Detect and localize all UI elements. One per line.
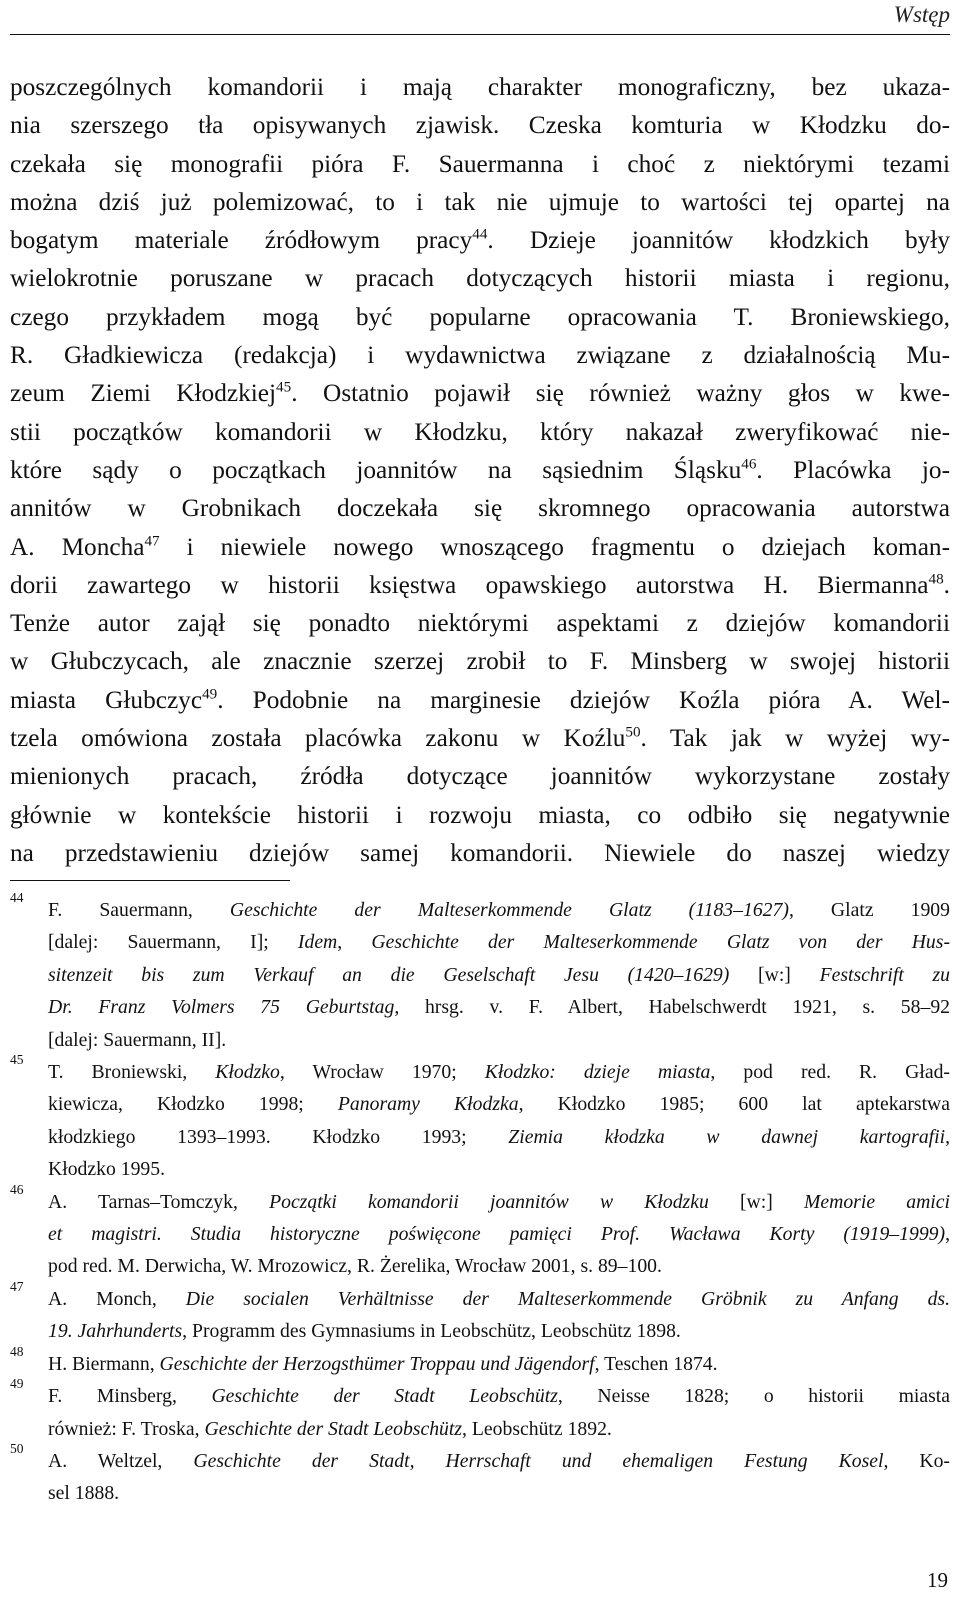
- header-title: Wstęp: [893, 2, 950, 27]
- main-text: [10, 68, 950, 872]
- footnote-ref: 45: [276, 378, 292, 396]
- text-line: czekała się monografii pióra F. Sauermanna i choć z niektórymi tezami: [10, 149, 950, 178]
- footnote-line: kiewicza, Kłodzko 1998; Panoramy Kłodzka, Kłodzko 1985; 600 lat aptekarstwa: [48, 1093, 951, 1116]
- footnote-line: T. Broniewski, Kłodzko, Wrocław 1970; Kłodzko: dzieje miasta, pod red. R. Gład-: [48, 1061, 950, 1084]
- text-line: mienionych pracach, źródła dotyczące joannitów wykorzystane zostały: [10, 762, 950, 791]
- text-line: poszczególnych komandorii i mają charakter monograficzny, bez ukaza-: [10, 73, 950, 101]
- text-line: stii początków komandorii w Kłodzku, który nakazał zweryfikować nie-: [10, 417, 950, 446]
- text-line: na przedstawieniu dziejów samej komandorii. Niewiele do naszej wiedzy: [10, 838, 950, 867]
- footnote-ref: 50: [625, 723, 641, 741]
- text-line: głównie w kontekście historii i rozwoju miasta, co odbiło się negatywnie: [10, 800, 950, 829]
- footnote-number: 44: [10, 890, 24, 905]
- running-header: [10, 0, 950, 35]
- text-line: dorii zawartego w historii księstwa opawskiego autorstwa H. Biermanna$^{48}$.: [10, 570, 950, 599]
- footnote-number: 50: [10, 1440, 24, 1456]
- footnote-line: sitenzeit bis zum Verkauf an die Geselschaft Jesu (1420–1629) [w:] Festschrift zu: [48, 963, 951, 986]
- footnote-number: 47: [10, 1278, 24, 1294]
- text-line: zeum Ziemi Kłodzkiej$^{45}$. Ostatnio pojawił się również ważny głos w kwe-: [10, 378, 950, 408]
- footnote-line: A. Weltzel, Geschichte der Stadt, Herrschaft und ehemaligen Festung Kosel, Ko-: [48, 1449, 950, 1472]
- text-line: annitów w Grobnikach doczekała się skromnego opracowania autorstwa: [10, 494, 950, 523]
- text-line: bogatym materiale źródłowym pracy$^{44}$. Dzieje joannitów kłodzkich były: [10, 225, 950, 255]
- footnote-line: A. Tarnas–Tomczyk, Początki komandorii joannitów w Kłodzku [w:] Memorie amici: [48, 1190, 950, 1213]
- footnote-47: [0, 1278, 950, 1348]
- footnote-number: 49: [10, 1376, 24, 1392]
- footnote-line: F. Minsberg, Geschichte der Stadt Leobschütz, Neisse 1828; o historii miasta: [48, 1385, 950, 1408]
- footnote-separator: [10, 880, 290, 881]
- footnote-line: pod red. M. Derwicha, W. Mrozowicz, R. Żerelika, Wrocław 2001, s. 89–100.: [48, 1255, 662, 1278]
- footnote-50: [0, 1440, 950, 1510]
- footnote-line: Kłodzko 1995.: [48, 1158, 166, 1181]
- text-line: tzela omówiona została placówka zakonu w Koźlu$^{50}$. Tak jak w wyżej wy-: [10, 723, 951, 753]
- text-line: czego przykładem mogą być popularne opracowania T. Broniewskiego,: [10, 302, 950, 331]
- text-line: można dziś już polemizować, to i tak nie ujmuje to wartości tej opartej na: [10, 187, 950, 216]
- footnote-ref: 46: [741, 455, 757, 473]
- page-number: 19: [927, 1568, 948, 1592]
- footnote-line: również: F. Troska, Geschichte der Stadt Leobschütz, Leobschütz 1892.: [48, 1417, 612, 1440]
- text-line: Tenże autor zajął się ponadto niektórymi aspektami z dziejów komandorii: [10, 609, 950, 638]
- footnote-number: 48: [10, 1343, 24, 1359]
- footnote-48: [0, 1343, 950, 1380]
- text-line: R. Gładkiewicza (redakcja) i wydawnictwa związane z działalnością Mu-: [10, 341, 950, 370]
- footnote-line: F. Sauermann, Geschichte der Malteserkommende Glatz (1183–1627), Glatz 1909: [48, 899, 950, 921]
- footnote-line: Dr. Franz Volmers 75 Geburtstag, hrsg. v. F. Albert, Habelschwerdt 1921, s. 58–92: [48, 996, 951, 1019]
- footnote-line: sel 1888.: [48, 1482, 120, 1505]
- footnote-line: et magistri. Studia historyczne poświęcone pamięci Prof. Wacława Korty (1919–1999),: [48, 1223, 950, 1246]
- footnote-line: H. Biermann, Geschichte der Herzogsthümer Troppau und Jägendorf, Teschen 1874.: [48, 1352, 718, 1375]
- footnote-line: [dalej: Sauermann, I]; Idem, Geschichte der Malteserkommende Glatz von der Hus-: [48, 931, 950, 954]
- footnote-line: kłodzkiego 1393–1993. Kłodzko 1993; Ziemia kłodzka w dawnej kartografii,: [48, 1125, 950, 1148]
- footnote-number: 45: [10, 1052, 24, 1068]
- footnote-number: 46: [10, 1181, 24, 1197]
- footnote-ref: 48: [928, 570, 944, 588]
- footnote-46: [0, 1181, 950, 1283]
- footnote-44: [0, 890, 951, 1056]
- footnote-line: 19. Jahrhunderts, Programm des Gymnasiums in Leobschütz, Leobschütz 1898.: [48, 1320, 681, 1343]
- footnote-line: A. Monch, Die socialen Verhältnisse der Malteserkommende Gröbnik zu Anfang ds.: [48, 1287, 950, 1310]
- footnote-ref: 44: [472, 225, 488, 243]
- footnotes: [0, 890, 951, 1510]
- footnote-ref: 49: [202, 685, 218, 703]
- text-line: w Głubczycach, ale znacznie szerzej zrobił to F. Minsberg w swojej historii: [10, 647, 950, 676]
- text-line: nia szerszego tła opisywanych zjawisk. Czeska komturia w Kłodzku do-: [10, 111, 950, 140]
- text-line: które sądy o początkach joannitów na sąsiednim Śląsku$^{46}$. Placówka jo-: [10, 455, 950, 484]
- footnote-line: [dalej: Sauermann, II].: [48, 1028, 227, 1051]
- footnote-49: [0, 1376, 950, 1445]
- footnote-ref: 47: [144, 532, 160, 550]
- text-line: miasta Głubczyc$^{49}$. Podobnie na marginesie dziejów Koźla pióra A. Wel-: [10, 685, 950, 714]
- text-line: A. Moncha$^{47}$ i niewiele nowego wnoszącego fragmentu o dziejach koman-: [10, 532, 950, 561]
- footnote-45: [0, 1052, 951, 1186]
- text-line: wielokrotnie poruszane w pracach dotyczących historii miasta i regionu,: [10, 264, 950, 293]
